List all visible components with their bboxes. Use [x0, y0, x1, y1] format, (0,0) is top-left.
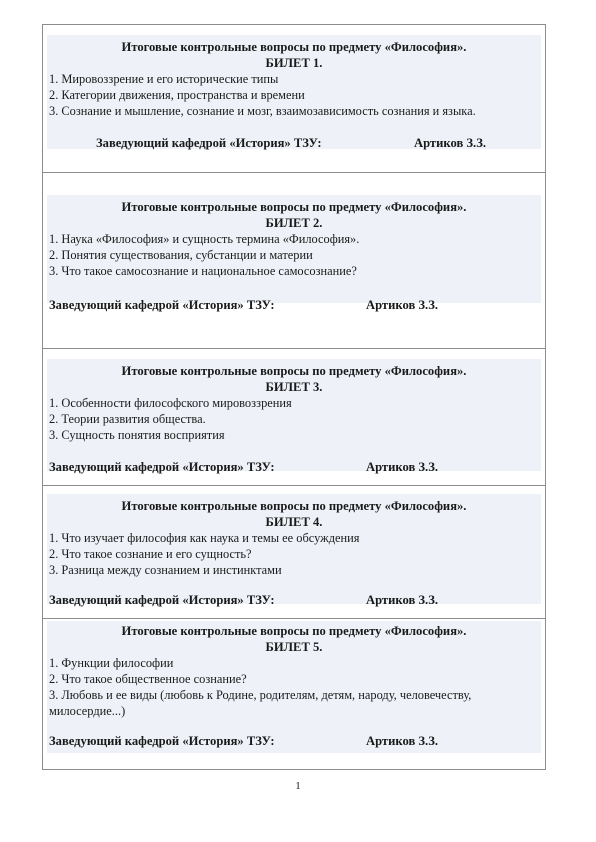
signature-name: Артиков З.З. — [366, 593, 438, 607]
question-list — [49, 530, 539, 578]
ticket-title: Итоговые контрольные вопросы по предмету «Философия». — [121, 200, 467, 214]
signature-role: Заведующий кафедрой «История» ТЗУ: — [49, 734, 275, 748]
ticket-title: Итоговые контрольные вопросы по предмету «Философия». — [121, 499, 467, 513]
ticket-number: БИЛЕТ 5. — [265, 640, 323, 654]
page-number: 1 — [295, 780, 301, 792]
question-list — [49, 395, 539, 443]
ticket-sheet — [42, 24, 546, 770]
ticket-1 — [43, 25, 545, 173]
question-list — [49, 655, 539, 719]
question-item: 2. Категории движения, пространства и времени — [49, 88, 305, 102]
ticket-title: Итоговые контрольные вопросы по предмету «Философия». — [121, 40, 467, 54]
ticket-number: БИЛЕТ 4. — [265, 515, 323, 529]
question-item: 1. Мировоззрение и его исторические типы — [49, 72, 279, 86]
question-item: 3. Разница между сознанием и инстинктами — [49, 563, 282, 577]
question-item: 1. Функции философии — [49, 656, 174, 670]
signature-name: Артиков З.З. — [366, 460, 438, 474]
ticket-3 — [43, 349, 545, 486]
ticket-2 — [43, 173, 545, 349]
question-item: 3. Сущность понятия восприятия — [49, 428, 225, 442]
ticket-number: БИЛЕТ 1. — [265, 56, 323, 70]
ticket-5 — [43, 619, 545, 769]
ticket-4 — [43, 486, 545, 619]
question-item: 1. Особенности философского мировоззрения — [49, 396, 292, 410]
signature-name: Артиков З.З. — [414, 136, 486, 150]
question-item: 1. Наука «Философия» и сущность термина «Философия». — [49, 232, 360, 246]
question-item: 2. Что такое сознание и его сущность? — [49, 547, 252, 561]
question-item: 2. Теории развития общества. — [49, 412, 206, 426]
ticket-number: БИЛЕТ 3. — [265, 380, 323, 394]
signature-name: Артиков З.З. — [366, 298, 438, 312]
signature-role: Заведующий кафедрой «История» ТЗУ: — [96, 136, 322, 150]
signature-role: Заведующий кафедрой «История» ТЗУ: — [49, 593, 275, 607]
question-item: 3. Сознание и мышление, сознание и мозг, взаимозависимость сознания и языка. — [49, 104, 476, 118]
signature-role: Заведующий кафедрой «История» ТЗУ: — [49, 298, 275, 312]
question-item: 2. Что такое общественное сознание? — [49, 672, 247, 686]
question-item: 3. Любовь и ее виды (любовь к Родине, родителям, детям, народу, человечеству, милосердие...) — [49, 688, 472, 718]
signature-name: Артиков З.З. — [366, 734, 438, 748]
signature-role: Заведующий кафедрой «История» ТЗУ: — [49, 460, 275, 474]
ticket-title: Итоговые контрольные вопросы по предмету «Философия». — [121, 364, 467, 378]
question-list — [49, 71, 539, 119]
question-item: 2. Понятия существования, субстанции и материи — [49, 248, 313, 262]
question-item: 1. Что изучает философия как наука и темы ее обсуждения — [49, 531, 360, 545]
question-item: 3. Что такое самосознание и национальное самосознание? — [49, 264, 357, 278]
question-list — [49, 231, 539, 279]
ticket-title: Итоговые контрольные вопросы по предмету «Философия». — [121, 624, 467, 638]
ticket-number: БИЛЕТ 2. — [265, 216, 323, 230]
